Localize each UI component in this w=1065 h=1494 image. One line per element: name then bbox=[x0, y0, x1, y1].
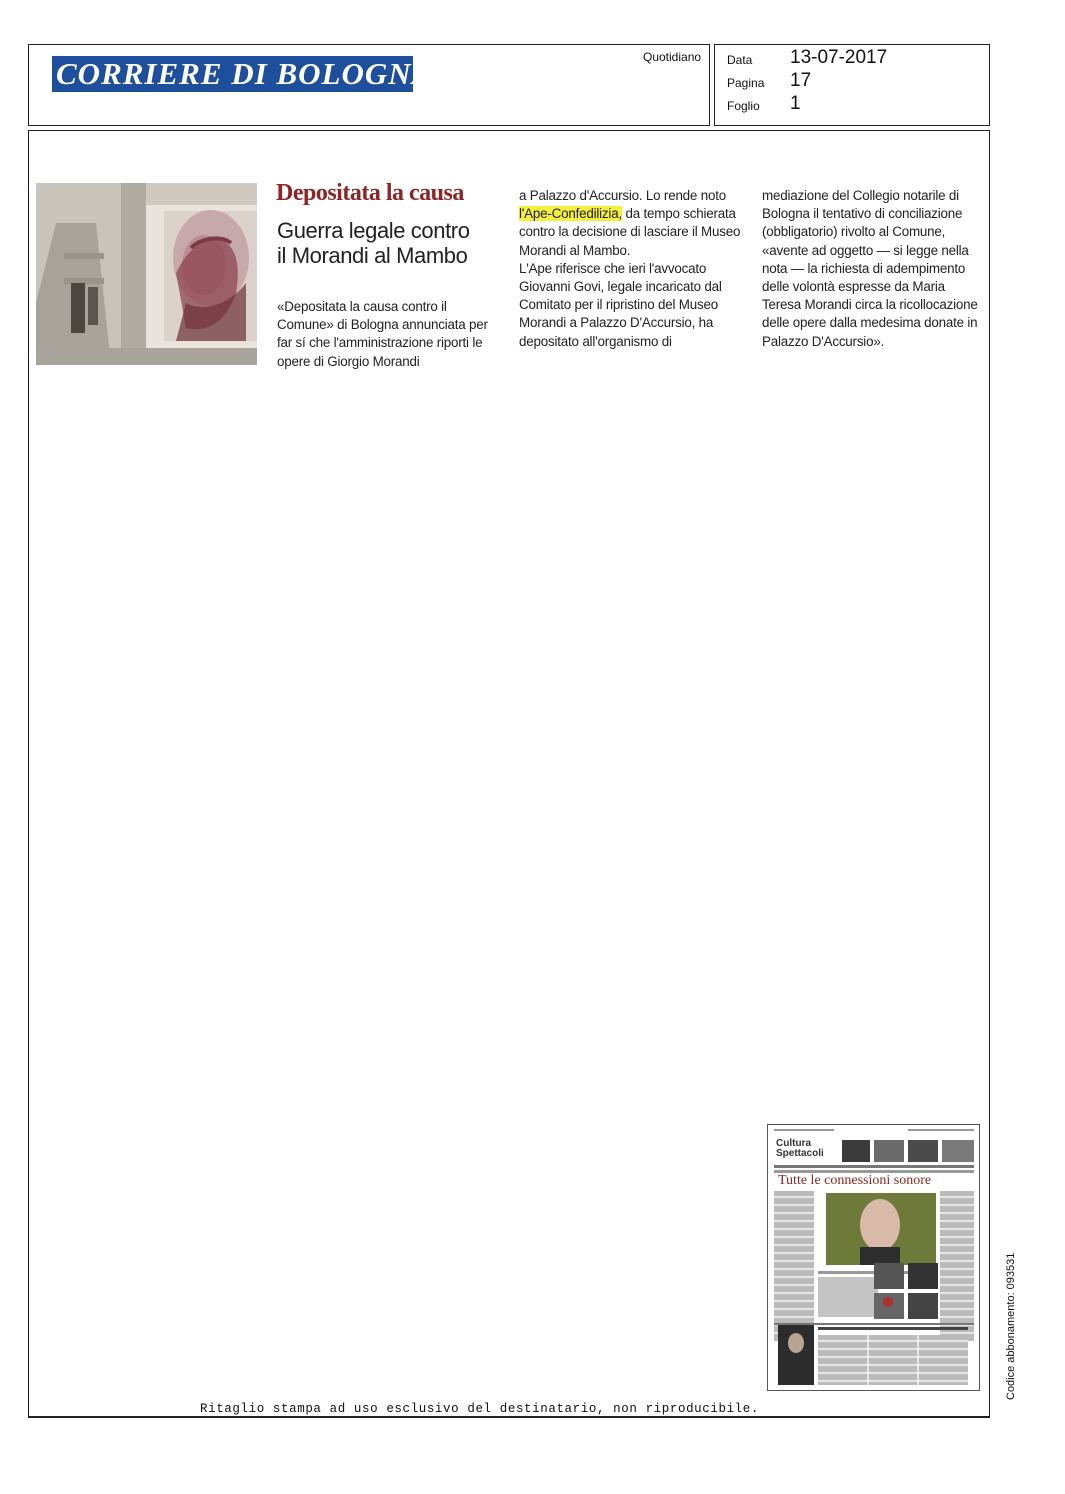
page-thumbnail bbox=[767, 1124, 980, 1391]
subscription-code-label: Codice abbonamento: 093531 bbox=[1005, 1252, 1017, 1400]
column-2-text-start: a Palazzo d'Accursio. Lo rende noto bbox=[519, 188, 726, 203]
thumb-section-label bbox=[776, 1139, 824, 1159]
museum-corridor-image bbox=[36, 183, 257, 365]
column-2-paragraph-2: L'Ape riferisce che ieri l'avvocato Giovanni Govi, legale incaricato dal Comitato per il ripristino del Museo Morandi a Palazzo D'Accursio, ha depositato all'organismo di bbox=[519, 260, 722, 349]
footer-divider bbox=[28, 1417, 990, 1418]
article-headline bbox=[277, 218, 512, 268]
article-column-2 bbox=[519, 187, 751, 351]
article-column-3: mediazione del Collegio notarile di Bologna il tentativo di conciliazione (obbligatorio) rivolto al Comune, «avente ad oggetto — si legge nella nota — la richiesta di adempimento delle volontà espresse da Maria Teresa Morandi circa la ricollocazione delle opere dalla medesima donate in Palazzo D'Accursio». bbox=[762, 188, 978, 349]
logo-text: CORRIERE DI BOLOGNA bbox=[56, 56, 434, 91]
article-kicker: Depositata la causa bbox=[276, 180, 464, 206]
page-thumbnail-image bbox=[768, 1125, 980, 1391]
footer-disclaimer: Ritaglio stampa ad uso esclusivo del destinatario, non riproducibile. bbox=[200, 1402, 759, 1416]
date-label: Data bbox=[727, 53, 753, 67]
headline-line-1: Guerra legale contro bbox=[277, 218, 470, 243]
page-value: 17 bbox=[790, 70, 812, 91]
periodicity-label: Quotidiano bbox=[643, 50, 702, 64]
newspaper-logo bbox=[52, 56, 434, 92]
highlighted-text: l'Ape-Confedilizia, bbox=[519, 206, 622, 222]
page-label: Pagina bbox=[727, 76, 765, 90]
date-value: 13-07-2017 bbox=[790, 47, 888, 68]
thumb-headline: Tutte le connessioni sonore bbox=[778, 1173, 932, 1188]
thumb-section-line-2: Spettacoli bbox=[776, 1148, 824, 1159]
sheet-value: 1 bbox=[790, 93, 801, 114]
column-2-text-end: da tempo schierata contro la decisione di lasciare il Museo Morandi al Mambo. bbox=[519, 206, 741, 258]
thumb-section-line-1: Cultura bbox=[776, 1138, 811, 1149]
article-photo bbox=[36, 183, 257, 365]
sheet-label: Foglio bbox=[727, 99, 760, 113]
headline-line-2: il Morandi al Mambo bbox=[277, 243, 468, 268]
article-column-1: «Depositata la causa contro il Comune» di Bologna annunciata per far sí che l'amministrazione riporti le opere di Giorgio Morandi bbox=[277, 299, 488, 369]
